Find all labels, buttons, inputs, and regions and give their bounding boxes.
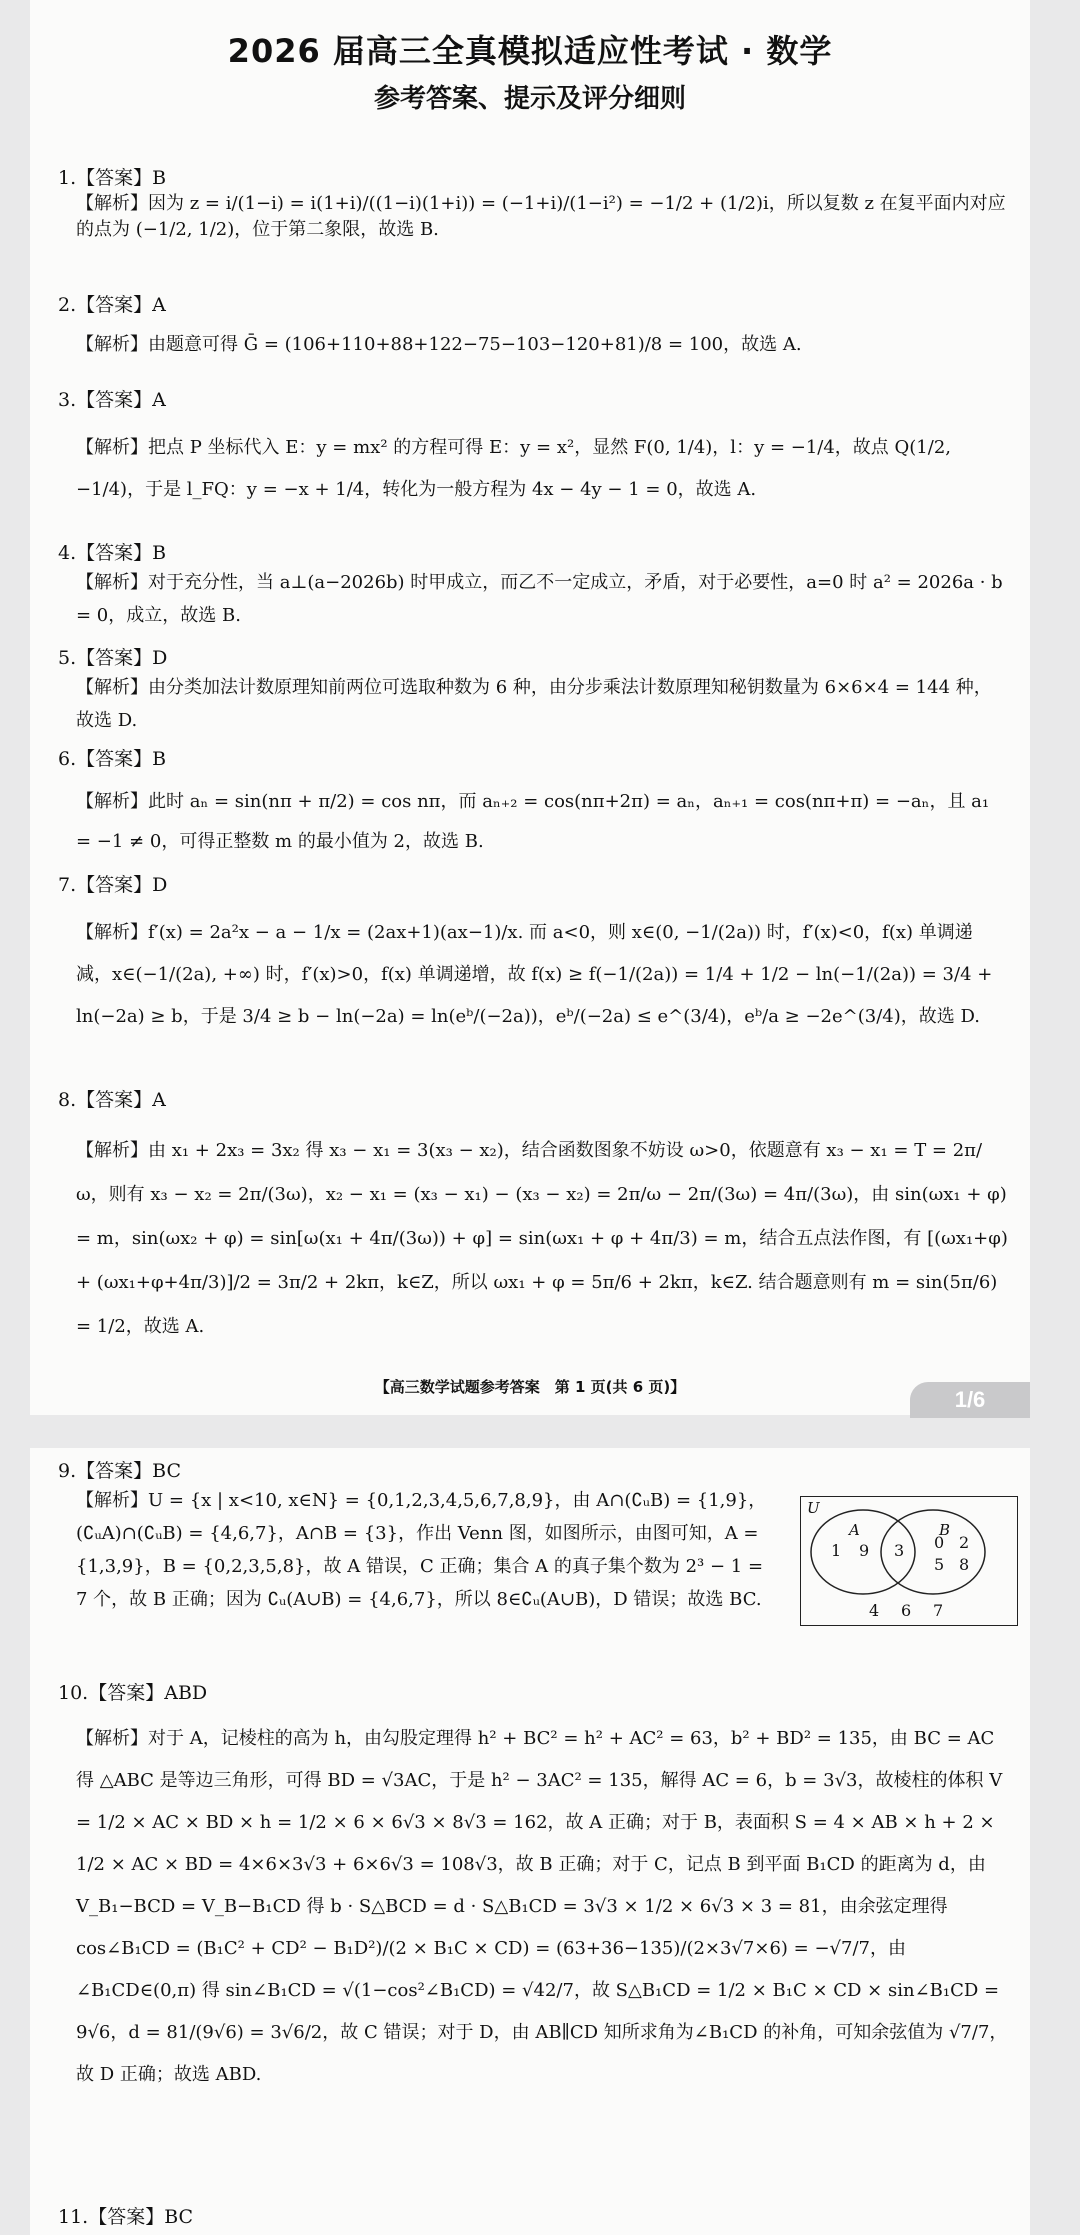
answer-label: 9.【答案】BC	[58, 1460, 181, 1482]
analysis-text: 【解析】把点 P 坐标代入 E：y = mx² 的方程可得 E：y = x²，显然 F(0, 1/4)，l：y = −1/4，故点 Q(1/2, −1/4)，于是 l_FQ：y = −x + 1/4，转化为一般方程为 4x − 4y − 1 = 0，故选 A.	[76, 437, 952, 500]
analysis-text: 【解析】对于 A，记棱柱的高为 h，由勾股定理得 h² + BC² = h² + AC² = 63，b² + BD² = 135，由 BC = AC 得 △ABC 是等边三角形，可得 BD = √3AC，于是 h² − 3AC² = 135，解得 AC = 6，b = 3√3，故棱柱的体积 V = 1/2 × AC × BD × h = 1/2 × 6 × 6√3 × 8√3 = 162，故 A 正确；对于 B，表面积 S = 4 × AB × h + 2 × 1/2 × AC × BD = 4×6×3√3 + 6×6√3 = 108√3，故 B 正确；对于 C，记点 B 到平面 B₁CD 的距离为 d，由 V_B₁−BCD = V_B−B₁CD 得 b · S△BCD = d · S△B₁CD = 3√3 × 1/2 × 6√3 × 3 = 81，由余弦定理得 cos∠B₁CD = (B₁C² + CD² − B₁D²)/(2 × B₁C × CD) = (63+36−135)/(2×3√7×6) = −√7/7，由 ∠B₁CD∈(0,π) 得 sin∠B₁CD = √(1−cos²∠B₁CD) = √42/7，故 S△B₁CD = 1/2 × B₁C × CD × sin∠B₁CD = 9√6，d = 81/(9√6) = 3√6/2，故 C 错误；对于 D，由 AB∥CD 知所求角为∠B₁CD 的补角，可知余弦值为 √7/7，故 D 正确；故选 ABD.	[76, 1728, 1008, 2085]
venn-b-only-2: 2	[959, 1533, 970, 1552]
venn-b-label: B	[939, 1521, 951, 1539]
analysis-text: 【解析】U = {x | x<10, x∈N} = {0,1,2,3,4,5,6,7,8,9}，由 A∩(∁ᵤB) = {1,9}，(∁ᵤA)∩(∁ᵤB) = {4,6,7}，A∩B = {3}，作出 Venn 图，如图所示，由图可知，A = {1,3,9}，B = {0,2,3,5,8}，故 A 错误，C 正确；集合 A 的真子集个数为 2³ − 1 = 7 个，故 B 正确；因为 ∁ᵤ(A∪B) = {4,6,7}，所以 8∈∁ᵤ(A∪B)，D 错误；故选 BC.	[76, 1490, 767, 1610]
analysis-text: 【解析】因为 z = i/(1−i) = i(1+i)/((1−i)(1+i)) = (−1+i)/(1−i²) = −1/2 + (1/2)i，所以复数 z 在复平面内对应的点为 (−1/2, 1/2)，位于第二象限，故选 B.	[76, 193, 1006, 240]
answer-11	[58, 2204, 1008, 2230]
analysis-text: 【解析】由题意可得 Ḡ = (106+110+88+122−75−103−120+81)/8 = 100，故选 A.	[76, 334, 802, 355]
answer-4	[58, 540, 1008, 632]
answer-5	[58, 645, 1008, 737]
page-subtitle: 参考答案、提示及评分细则	[373, 84, 686, 114]
answer-7	[58, 872, 1008, 1038]
answer-label: 1.【答案】B	[58, 167, 167, 189]
answer-3	[58, 387, 1008, 511]
venn-b-only-3: 5	[934, 1555, 945, 1574]
venn-b-only-4: 8	[959, 1555, 970, 1574]
answer-2	[58, 292, 1008, 358]
answer-label: 2.【答案】A	[58, 294, 166, 316]
answer-label: 10.【答案】ABD	[58, 1682, 208, 1704]
analysis-text: 【解析】此时 aₙ = sin(nπ + π/2) = cos nπ，而 aₙ₊₂ = cos(nπ+2π) = aₙ，aₙ₊₁ = cos(nπ+π) = −aₙ，且 a₁ = −1 ≠ 0，可得正整数 m 的最小值为 2，故选 B.	[76, 791, 990, 852]
venn-diagram	[800, 1496, 1018, 1626]
venn-a-only-1: 1	[831, 1541, 842, 1560]
answer-label: 11.【答案】BC	[58, 2206, 194, 2228]
answer-page-2	[30, 1448, 1030, 2235]
answer-label: 8.【答案】A	[58, 1089, 166, 1111]
page-title: 2026 届高三全真模拟适应性考试 · 数学	[227, 32, 833, 70]
venn-a-only-2: 9	[859, 1541, 870, 1560]
answer-label: 6.【答案】B	[58, 748, 167, 770]
answer-label: 7.【答案】D	[58, 874, 168, 896]
venn-intersection: 3	[894, 1541, 905, 1560]
venn-b-only-1: 0	[934, 1533, 945, 1552]
analysis-text: 【解析】由 x₁ + 2x₃ = 3x₂ 得 x₃ − x₁ = 3(x₃ − x₂)，结合函数图象不妨设 ω>0，依题意有 x₃ − x₁ = T = 2π/ω，则有 x₃ − x₂ = 2π/(3ω)，x₂ − x₁ = (x₃ − x₁) − (x₃ − x₂) = 2π/ω − 2π/(3ω) = 4π/(3ω)，由 sin(ωx₁ + φ) = m，sin(ωx₂ + φ) = sin[ω(x₁ + 4π/(3ω)) + φ] = sin(ωx₁ + φ + 4π/3) = m，结合五点法作图，有 [(ωx₁+φ) + (ωx₁+φ+4π/3)]/2 = 3π/2 + 2kπ，k∈Z，所以 ωx₁ + φ = 5π/6 + 2kπ，k∈Z. 结合题意则有 m = sin(5π/6) = 1/2，故选 A.	[76, 1140, 1008, 1337]
analysis-text: 【解析】f′(x) = 2a²x − a − 1/x = (2ax+1)(ax−1)/x. 而 a<0，则 x∈(0, −1/(2a)) 时，f′(x)<0，f(x) 单调递减，x∈(−1/(2a), +∞) 时，f′(x)>0，f(x) 单调递增，故 f(x) ≥ f(−1/(2a)) = 1/4 + 1/2 − ln(−1/(2a)) = 3/4 + ln(−2a) ≥ b，于是 3/4 ≥ b − ln(−2a) = ln(eᵇ/(−2a))，eᵇ/(−2a) ≤ e^(3/4)，eᵇ/a ≥ −2e^(3/4)，故选 D.	[76, 922, 993, 1027]
answer-page-1	[30, 0, 1030, 1415]
answer-8	[58, 1087, 1008, 1349]
answer-label: 3.【答案】A	[58, 389, 166, 411]
venn-universe-label: U	[807, 1499, 820, 1517]
page-indicator-badge: 1/6	[910, 1382, 1030, 1418]
answer-9	[58, 1458, 768, 1616]
venn-a-label: A	[849, 1521, 860, 1539]
page-footer: 【高三数学试题参考答案 第 1 页(共 6 页)】	[374, 1378, 686, 1396]
analysis-text: 【解析】对于充分性，当 a⊥(a−2026b) 时甲成立，而乙不一定成立，矛盾，对于必要性，a=0 时 a² = 2026a · b = 0，成立，故选 B.	[76, 572, 1003, 626]
answer-6	[58, 746, 1008, 862]
answer-10	[58, 1680, 1008, 2096]
analysis-text: 【解析】由分类加法计数原理知前两位可选取种数为 6 种，由分步乘法计数原理知秘钥数量为 6×6×4 = 144 种，故选 D.	[76, 677, 992, 731]
answer-label: 5.【答案】D	[58, 647, 168, 669]
answer-1	[58, 165, 1008, 243]
venn-outside-2: 6	[901, 1601, 912, 1620]
venn-outside-3: 7	[933, 1601, 944, 1620]
venn-outside-1: 4	[869, 1601, 880, 1620]
answer-label: 4.【答案】B	[58, 542, 167, 564]
